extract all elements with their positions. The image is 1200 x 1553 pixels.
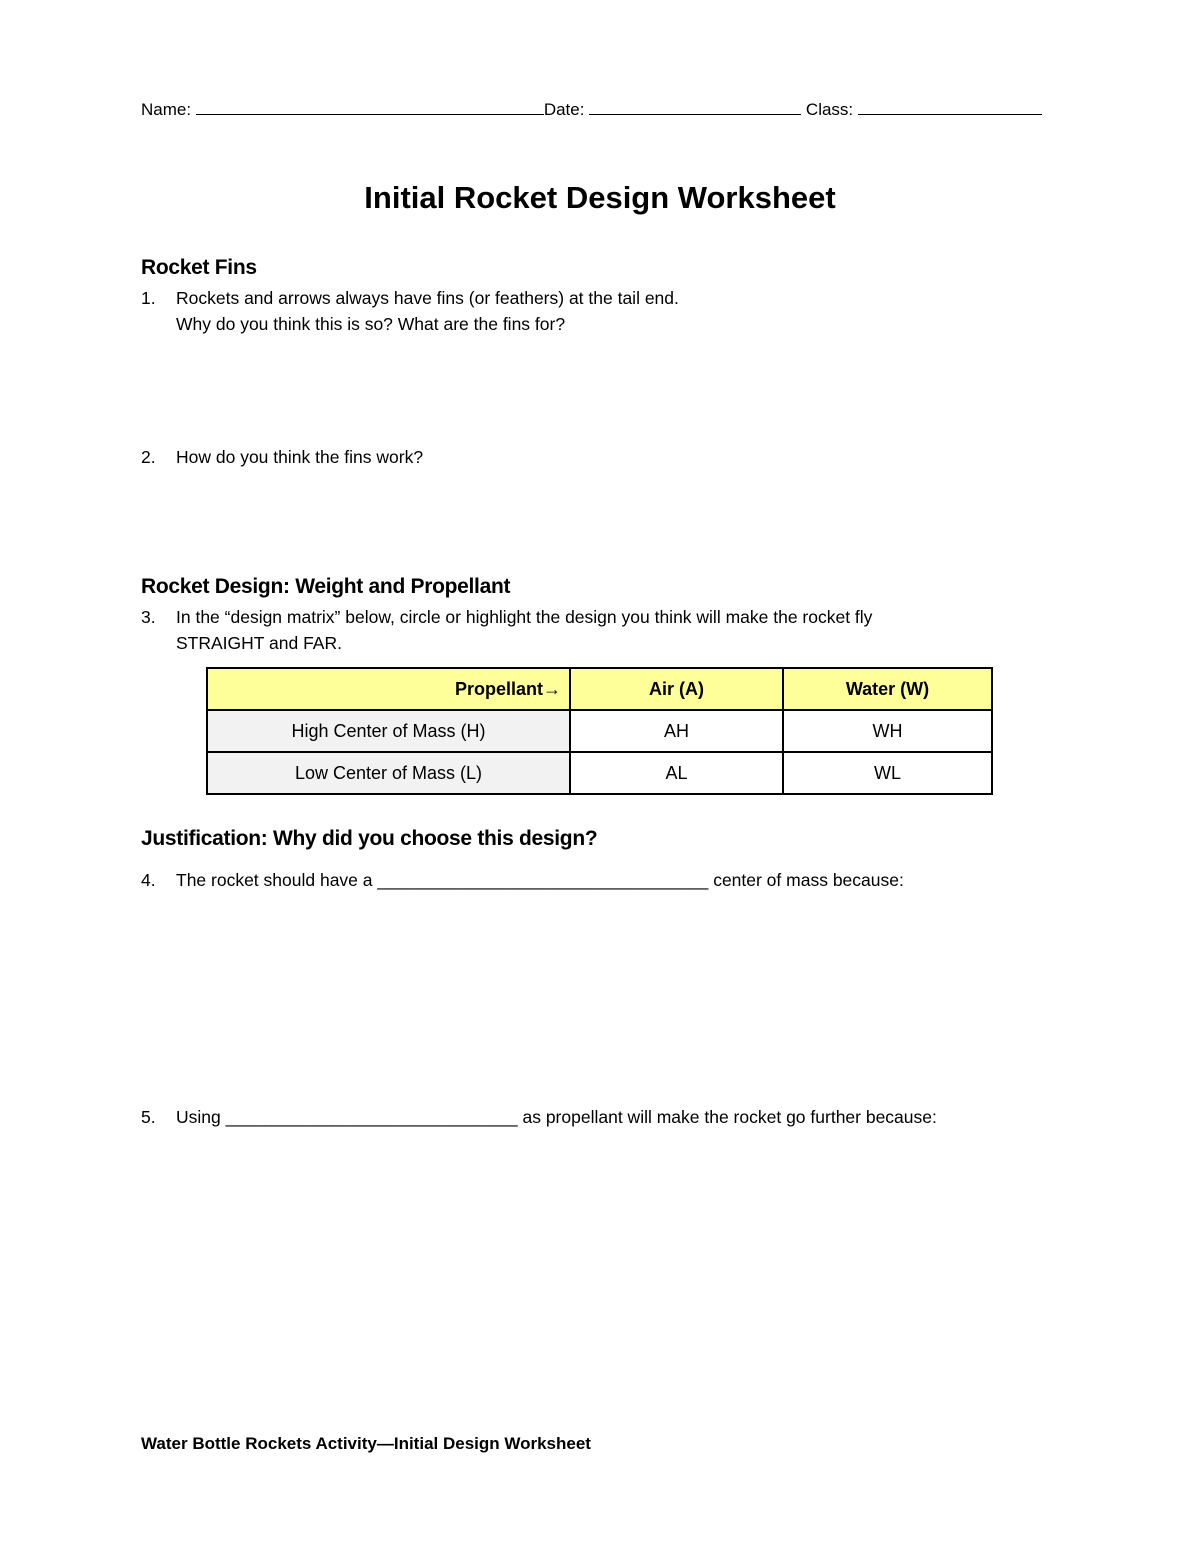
matrix-row-label: Low Center of Mass (L) — [207, 752, 570, 794]
question-text-end: center of mass because: — [713, 870, 904, 890]
question-number: 4. — [141, 870, 156, 890]
matrix-cell-wh[interactable]: WH — [783, 710, 992, 752]
question-1 — [141, 285, 679, 337]
question-text: Using — [176, 1107, 221, 1127]
answer-blank[interactable]: __________________________________ — [377, 870, 709, 890]
question-number: 2. — [141, 447, 156, 467]
answer-blank[interactable]: ______________________________ — [225, 1107, 518, 1127]
question-text: How do you think the fins work? — [176, 447, 424, 467]
matrix-header-row — [207, 668, 992, 710]
date-blank[interactable] — [589, 100, 801, 115]
matrix-cell-ah[interactable]: AH — [570, 710, 783, 752]
matrix-cell-al[interactable]: AL — [570, 752, 783, 794]
question-text-cont: Why do you think this is so? What are the fins for? — [176, 314, 566, 334]
header-fields — [141, 100, 1061, 120]
question-4 — [141, 867, 904, 893]
question-text: The rocket should have a — [176, 870, 373, 890]
name-label: Name: — [141, 100, 192, 119]
section-rocket-design: Rocket Design: Weight and Propellant — [141, 575, 511, 598]
matrix-row-low — [207, 752, 992, 794]
design-matrix — [206, 667, 993, 795]
page-footer: Water Bottle Rockets Activity—Initial Design Worksheet — [141, 1434, 591, 1453]
matrix-column-air: Air (A) — [570, 668, 783, 710]
question-3 — [141, 604, 872, 656]
question-text: Rockets and arrows always have fins (or feathers) at the tail end. — [176, 288, 679, 308]
matrix-cell-wl[interactable]: WL — [783, 752, 992, 794]
class-label: Class: — [805, 100, 854, 119]
question-2 — [141, 444, 423, 470]
class-blank[interactable] — [858, 100, 1042, 115]
section-rocket-fins: Rocket Fins — [141, 256, 257, 279]
question-number: 1. — [141, 288, 156, 308]
matrix-row-high — [207, 710, 992, 752]
question-text-cont: STRAIGHT and FAR. — [176, 633, 342, 653]
date-label: Date: — [543, 100, 585, 119]
name-blank[interactable] — [196, 100, 544, 115]
matrix-row-label: High Center of Mass (H) — [207, 710, 570, 752]
page-title: Initial Rocket Design Worksheet — [364, 180, 836, 215]
section-justification: Justification: Why did you choose this design? — [141, 827, 598, 850]
question-number: 5. — [141, 1107, 156, 1127]
question-number: 3. — [141, 607, 156, 627]
question-text: In the “design matrix” below, circle or highlight the design you think will make the rocket fly — [176, 607, 873, 627]
matrix-column-water: Water (W) — [783, 668, 992, 710]
question-5 — [141, 1104, 937, 1130]
question-text-end: as propellant will make the rocket go further because: — [522, 1107, 937, 1127]
matrix-corner-cell: Propellant→ — [207, 668, 570, 710]
